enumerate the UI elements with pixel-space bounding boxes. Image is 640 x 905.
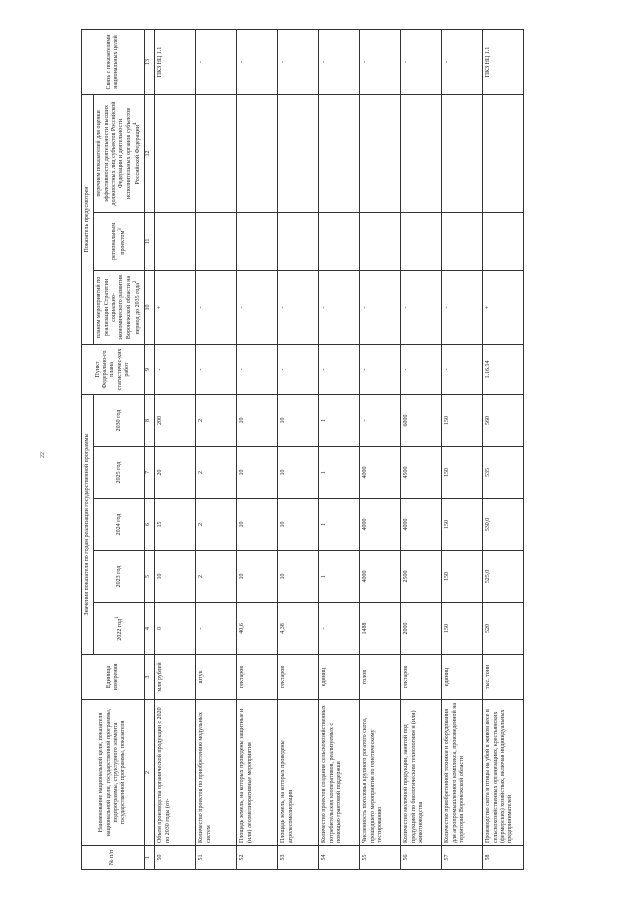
plan-point-cell: - <box>155 345 196 395</box>
value-2022: 150 <box>442 603 483 655</box>
federal-cell <box>401 95 442 213</box>
value-2030: - <box>360 395 401 447</box>
row-number: 51 <box>196 846 237 870</box>
col-number: 13 <box>145 30 155 95</box>
regional-cell <box>483 213 524 271</box>
link-cell: - <box>360 30 401 95</box>
unit-cell: голов <box>360 655 401 700</box>
value-2023: 10 <box>155 551 196 603</box>
table-row <box>155 30 196 870</box>
value-2024: 2 <box>196 499 237 551</box>
table-row <box>483 30 524 870</box>
header-year-2022: 2022 год$^1$ <box>94 603 145 655</box>
plan-point-cell: - <box>401 345 442 395</box>
indicator-name: Площадь земель, на которых проведены защитные и (или) лесомелиоративные мероприятия <box>237 700 278 846</box>
regional-cell <box>401 213 442 271</box>
unit-cell: млн рублей <box>155 655 196 700</box>
value-2025: 535 <box>483 447 524 499</box>
federal-cell <box>278 95 319 213</box>
indicator-name: Площадь земель, на которых проведены агролесомелиорации <box>278 700 319 846</box>
regional-cell <box>278 213 319 271</box>
value-2023: 2500 <box>401 551 442 603</box>
regional-cell <box>155 213 196 271</box>
value-2022: - <box>319 603 360 655</box>
indicator-table <box>81 29 524 870</box>
value-2022: 520 <box>483 603 524 655</box>
unit-cell: гектаров <box>237 655 278 700</box>
table-row <box>278 30 319 870</box>
header-year-2025: 2025 год <box>94 447 145 499</box>
col-number: 6 <box>145 499 155 551</box>
indicator-name: Количество проектов по приобретению модульных систем <box>196 700 237 846</box>
value-2024: 15 <box>155 499 196 551</box>
federal-cell <box>483 95 524 213</box>
table-row <box>360 30 401 870</box>
strategy-cell: - <box>278 271 319 345</box>
strategy-cell: + <box>483 271 524 345</box>
value-2030: 2 <box>196 395 237 447</box>
strategy-cell: - <box>360 271 401 345</box>
link-cell: - <box>278 30 319 95</box>
indicator-name: Численность поголовья крупного рогатого скота, прошедшего мероприятия по генетическому тестированию <box>360 700 401 846</box>
plan-point-cell: - <box>319 345 360 395</box>
link-cell: - <box>319 30 360 95</box>
value-2030: 150 <box>442 395 483 447</box>
value-2030: 10 <box>237 395 278 447</box>
row-number: 57 <box>442 846 483 870</box>
link-cell: - <box>401 30 442 95</box>
table-row <box>237 30 278 870</box>
link-cell: - <box>442 30 483 95</box>
strategy-cell: - <box>237 271 278 345</box>
value-2025: 150 <box>442 447 483 499</box>
regional-cell <box>319 213 360 271</box>
regional-cell <box>442 213 483 271</box>
value-2023: 2 <box>196 551 237 603</box>
link-cell: - <box>237 30 278 95</box>
plan-point-cell: 1.16.14 <box>483 345 524 395</box>
value-2025: 20 <box>155 447 196 499</box>
header-name: Наименование национальной цели, показателя национальной цели, государственной программы, подпрограммы, структурного элемента государственной программы, показателя <box>82 700 145 846</box>
link-cell: - <box>196 30 237 95</box>
value-2030: 560 <box>483 395 524 447</box>
value-2023: 4000 <box>360 551 401 603</box>
col-number: 12 <box>145 95 155 213</box>
value-2023: 10 <box>237 551 278 603</box>
value-2030: 200 <box>155 395 196 447</box>
indicator-name: Количество приобретенной техники и оборудования для агропромышленного комплекса, произведенной на территории Воронежской области <box>442 700 483 846</box>
plan-point-cell: - <box>196 345 237 395</box>
value-2025: 1 <box>319 447 360 499</box>
header-year-2023: 2023 год <box>94 551 145 603</box>
col-number: 10 <box>145 271 155 345</box>
strategy-cell: - <box>401 271 442 345</box>
table-row <box>401 30 442 870</box>
federal-cell <box>319 95 360 213</box>
value-2023: 1 <box>319 551 360 603</box>
value-2022: - <box>196 603 237 655</box>
row-number: 56 <box>401 846 442 870</box>
row-number: 55 <box>360 846 401 870</box>
row-number: 58 <box>483 846 524 870</box>
row-number: 54 <box>319 846 360 870</box>
value-2023: 150 <box>442 551 483 603</box>
value-2030: 10 <box>278 395 319 447</box>
federal-cell <box>237 95 278 213</box>
header-strategy: планом мероприятий по реализации Стратегии социально-экономического развития Воронежской области на период до 2035 года$^2$ <box>94 271 145 345</box>
header-num: № п/п <box>82 846 145 870</box>
strategy-cell: + <box>155 271 196 345</box>
header-values-group: Значения показателя по годам реализации государственной программы <box>82 395 94 655</box>
value-2024: 1 <box>319 499 360 551</box>
header-row-1 <box>82 30 94 870</box>
value-2024: 10 <box>278 499 319 551</box>
indicator-name: Количество проектов создания сельскохозяйственных потребительских кооперативов, реализуемых с помощью грантовой поддержки <box>319 700 360 846</box>
plan-point-cell: - <box>442 345 483 395</box>
rotated-page <box>81 30 551 870</box>
federal-cell <box>442 95 483 213</box>
header-federal: перечнем показателей для оценки эффективности деятельности высших должностных лиц субъектов Российской Федерации и деятельности исполнительных органов субъектов Российской Федерации$^4$ <box>94 95 145 213</box>
header-year-2030: 2030 год <box>94 395 145 447</box>
value-2023: 525,0 <box>483 551 524 603</box>
value-2022: 40,6 <box>237 603 278 655</box>
federal-cell <box>196 95 237 213</box>
strategy-cell: - <box>319 271 360 345</box>
value-2025: 4500 <box>401 447 442 499</box>
header-plan-point: Пункт Федерально-го плана статистичес-ких работ <box>82 345 145 395</box>
value-2025: 10 <box>278 447 319 499</box>
value-2025: 2 <box>196 447 237 499</box>
table-row <box>196 30 237 870</box>
header-link: Связь с показателями национальных целей <box>82 30 145 95</box>
value-2024: 150 <box>442 499 483 551</box>
value-2022: 2000 <box>401 603 442 655</box>
page-number: 22 <box>40 452 46 458</box>
table-row <box>442 30 483 870</box>
plan-point-cell: - <box>237 345 278 395</box>
value-2022: 4,38 <box>278 603 319 655</box>
col-number: 3 <box>145 655 155 700</box>
value-2022: 1488 <box>360 603 401 655</box>
value-2022: 0 <box>155 603 196 655</box>
header-unit: Единица измерения <box>82 655 145 700</box>
value-2024: 530,0 <box>483 499 524 551</box>
unit-cell: гектаров <box>401 655 442 700</box>
value-2025: 4000 <box>360 447 401 499</box>
value-2024: 10 <box>237 499 278 551</box>
federal-cell <box>155 95 196 213</box>
header-indicator-group: Показатель предусмотрен <box>82 95 94 345</box>
col-number: 11 <box>145 213 155 271</box>
link-cell: ПКЗ НЦ 1.1 <box>155 30 196 95</box>
indicator-name: Объем производства органической продукции с 2020 по 2030 годы (от- <box>155 700 196 846</box>
unit-cell: единиц <box>319 655 360 700</box>
row-number: 53 <box>278 846 319 870</box>
indicator-name: Производство скота и птицы на убой в живом весе в сельскохозяйственных организациях, крестьянских (фермерских) хозяйствах, включая индивидуальных предпринимателей <box>483 700 524 846</box>
col-number: 2 <box>145 700 155 846</box>
value-2025: 10 <box>237 447 278 499</box>
unit-cell: гектаров <box>278 655 319 700</box>
col-number: 9 <box>145 345 155 395</box>
plan-point-cell: - <box>360 345 401 395</box>
plan-point-cell: - <box>278 345 319 395</box>
value-2030: 1 <box>319 395 360 447</box>
col-number: 4 <box>145 603 155 655</box>
regional-cell <box>360 213 401 271</box>
regional-cell <box>196 213 237 271</box>
link-cell: ПКЗ НЦ 1.1 <box>483 30 524 95</box>
indicator-name: Количество молочной продукции, занятой под продукцией по биологическим технологиям и (или) животноводства <box>401 700 442 846</box>
column-number-row <box>145 30 155 870</box>
unit-cell: единиц <box>442 655 483 700</box>
header-year-2024: 2024 год <box>94 499 145 551</box>
value-2024: 4000 <box>360 499 401 551</box>
strategy-cell: - <box>196 271 237 345</box>
col-number: 1 <box>145 846 155 870</box>
col-number: 7 <box>145 447 155 499</box>
strategy-cell: - <box>442 271 483 345</box>
regional-cell <box>237 213 278 271</box>
value-2023: 10 <box>278 551 319 603</box>
header-regional: региональным проектом$^3$ <box>94 213 145 271</box>
col-number: 8 <box>145 395 155 447</box>
unit-cell: штук <box>196 655 237 700</box>
value-2024: 4000 <box>401 499 442 551</box>
row-number: 50 <box>155 846 196 870</box>
row-number: 52 <box>237 846 278 870</box>
federal-cell <box>360 95 401 213</box>
table-row <box>319 30 360 870</box>
value-2030: 6000 <box>401 395 442 447</box>
col-number: 5 <box>145 551 155 603</box>
unit-cell: тыс. тонн <box>483 655 524 700</box>
